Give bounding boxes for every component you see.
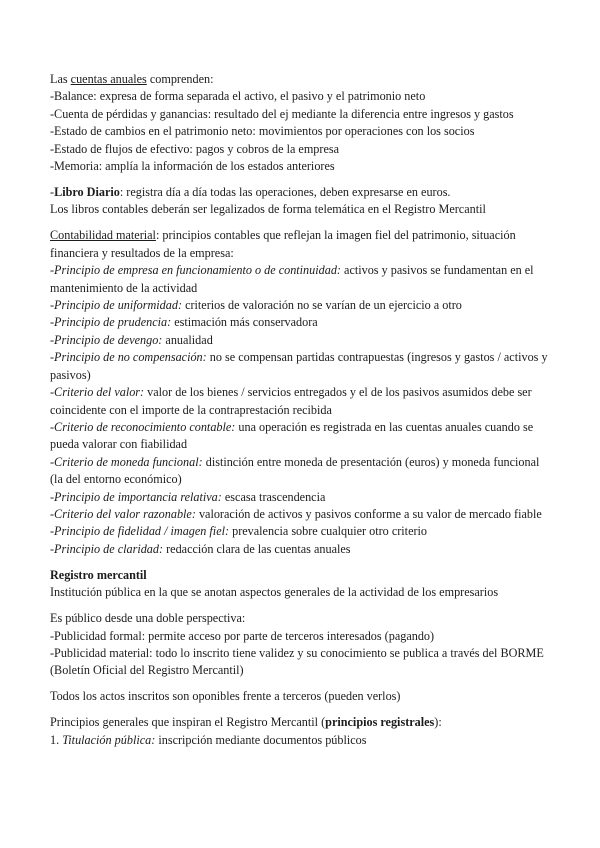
cuentas-intro: Las cuentas anuales comprenden: [50,72,214,86]
publicidad-section [50,610,550,680]
cuentas-item: -Estado de cambios en el patrimonio neto: movimientos por operaciones con los socios [50,124,475,139]
libro-diario-section: -Libro Diario: registra día a día todas las operaciones, deben expresarse en euros. Los libros contables deberán ser legalizados de forma telemática en el Registro Mercantil [50,185,486,217]
cuentas-item: -Memoria: amplía la información de los estados anteriores [50,159,335,174]
document-page [50,71,550,758]
principio-item: -Principio de devengo: anualidad [50,332,213,347]
principio-item: -Principio de fidelidad / imagen fiel: prevalencia sobre cualquier otro criterio [50,524,428,539]
principio-item: -Principio de prudencia: estimación más conservadora [50,315,318,330]
principio-item: -Criterio de reconocimiento contable: una operación es registrada en las cuentas anuales cuando se pueda valorar con fiabilidad [50,419,534,452]
cuentas-anuales-term: cuentas anuales [70,72,147,86]
contabilidad-material-section: Contabilidad material: principios contables que reflejan la imagen fiel del patrimonio, situación financiera y resultados de la empresa: -Principio de empresa en funcionamiento o de continuidad: activos y pasivos se fundamentan en el mantenimiento de la actividad -Principio de uniformidad: criterios de valoración no se varían de un ejercicio a otro -Principio de prudencia: estimación más conservadora -Principio de devengo: anualidad -Principio de no compensación: no se compensan partidas contrapuestas (ingresos y gastos / activos y pasivos) -Criterio del valor: valor de los bienes / servicios entregados y el de los pasivos asumidos debe ser coincidente con el importe de la contraprestación recibida -Criterio de reconocimiento contable: una operación es registrada en las cuentas anuales cuando se pueda valorar con fiabilidad -Criterio de moneda funcional: distinción entre moneda de presentación (euros) y moneda funcional (la del entorno económico) -Principio de importancia relativa: escasa trascendencia -Criterio del valor razonable: valoración de activos y pasivos conforme a su valor de mercado fiable -Principio de fidelidad / imagen fiel: prevalencia sobre cualquier otro criterio -Principio de claridad: redacción clara de las cuentas anuales [50,228,548,556]
principio-item: -Principio de uniformidad: criterios de valoración no se varían de un ejercicio a otro [50,298,462,313]
cuentas-anuales-section [50,71,550,175]
perspectiva-intro: Es público desde una doble perspectiva: [50,611,246,626]
principio-item: -Criterio del valor: valor de los bienes / servicios entregados y el de los pasivos asumidos debe ser coincidente con el importe de la contraprestación recibida [50,385,532,417]
principio-item: -Principio de empresa en funcionamiento o de continuidad: activos y pasivos se fundamentan en el mantenimiento de la actividad [50,263,534,295]
cuentas-item: -Cuenta de pérdidas y ganancias: resultado del ej mediante la diferencia entre ingresos y gastos [50,106,514,121]
legalizacion-note: Los libros contables deberán ser legalizados de forma telemática en el Registro Mercantil [50,202,486,217]
principio-item: -Criterio del valor razonable: valoración de activos y pasivos conforme a su valor de mercado fiable [50,506,542,521]
cuentas-item: -Estado de flujos de efectivo: pagos y cobros de la empresa [50,141,340,156]
registro-mercantil-heading: Registro mercantil [50,567,147,582]
libro-diario-term: Libro Diario [54,185,120,200]
oponibles-note: Todos los actos inscritos son oponibles frente a terceros (pueden verlos) [50,689,401,704]
principio-item: -Principio de no compensación: no se compensan partidas contrapuestas (ingresos y gastos / activos y pasivos) [50,350,548,382]
registro-definition: Institución pública en la que se anotan aspectos generales de la actividad de los empresarios [50,585,499,600]
registral-item: 1. Titulación pública: inscripción mediante documentos públicos [50,732,367,747]
cuentas-item: -Balance: expresa de forma separada el activo, el pasivo y el patrimonio neto [50,89,426,104]
perspectiva-item: -Publicidad material: todo lo inscrito tiene validez y su conocimiento se publica a través del BORME (Boletín Oficial del Registro Mercantil) [50,645,544,678]
principio-item: -Principio de claridad: redacción clara de las cuentas anuales [50,541,351,556]
perspectiva-item: -Publicidad formal: permite acceso por parte de terceros interesados (pagando) [50,628,435,643]
principios-registrales-term: principios registrales [325,715,435,730]
contabilidad-material-term: Contabilidad material [50,228,156,243]
registro-mercantil-section [50,567,550,602]
principio-item: -Criterio de moneda funcional: distinción entre moneda de presentación (euros) y moneda funcional (la del entorno económico) [50,454,540,487]
principios-registrales-section: Principios generales que inspiran el Registro Mercantil (principios registrales): 1. Titulación pública: inscripción mediante documentos públicos [50,715,442,747]
principio-item: -Principio de importancia relativa: escasa trascendencia [50,489,326,504]
